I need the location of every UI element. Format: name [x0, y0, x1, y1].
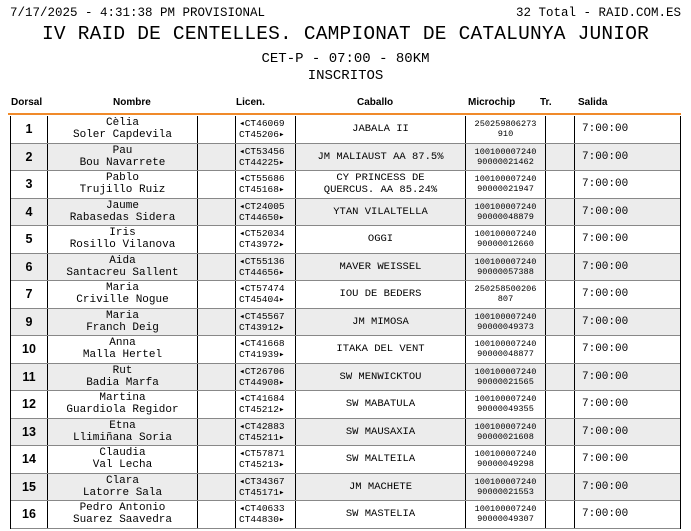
table-header	[8, 96, 681, 112]
dorsal-cell	[11, 501, 48, 528]
horse-license: CT45212▸	[239, 404, 285, 416]
horse-license: CT43912▸	[239, 321, 285, 333]
horse-cell	[296, 171, 466, 198]
rider-name-cell	[48, 199, 198, 226]
rider-license: ◂CT34367	[239, 475, 285, 487]
table-row	[11, 501, 680, 529]
rider-license: ◂CT55686	[239, 173, 285, 185]
microchip-line2: 90000021565	[477, 376, 534, 387]
tr-cell	[546, 254, 575, 281]
horse-cell	[296, 309, 466, 336]
rider-license: ◂CT55136	[239, 255, 285, 267]
salida-cell	[575, 226, 682, 253]
horse-cell	[296, 391, 466, 418]
rider-first-name: Pau	[112, 144, 133, 157]
license-cell	[236, 501, 296, 528]
tr-cell	[546, 199, 575, 226]
horse-license: CT43972▸	[239, 239, 285, 251]
microchip-cell	[466, 226, 546, 253]
empty-cell	[198, 446, 236, 473]
license-cell	[236, 391, 296, 418]
license-cell	[236, 446, 296, 473]
table-row	[11, 144, 680, 172]
dorsal-number: 15	[22, 479, 36, 494]
column-header-microchip: Microchip	[468, 97, 516, 108]
dorsal-number: 5	[25, 232, 33, 247]
page-title: IV RAID DE CENTELLES. CAMPIONAT DE CATALUNYA JUNIOR	[42, 23, 649, 45]
rider-last-name: Suarez Saavedra	[72, 514, 173, 527]
microchip-line2: 807	[497, 294, 514, 305]
tr-cell	[546, 501, 575, 528]
horse-name: SW MABATULA	[345, 398, 416, 411]
rider-last-name: Rabasedas Sidera	[69, 211, 176, 224]
rider-name-cell	[48, 226, 198, 253]
empty-cell	[198, 309, 236, 336]
dorsal-number: 9	[25, 314, 33, 329]
horse-name: SW MASTELIA	[345, 508, 416, 521]
dorsal-number: 3	[25, 177, 33, 192]
rider-name-cell	[48, 364, 198, 391]
start-time: 7:00:00	[582, 150, 629, 163]
microchip-line2: 90000021608	[477, 431, 534, 442]
dorsal-cell	[11, 419, 48, 446]
dorsal-cell	[11, 309, 48, 336]
column-header-caballo: Caballo	[357, 97, 394, 108]
start-time: 7:00:00	[582, 398, 629, 411]
dorsal-number: 7	[25, 287, 33, 302]
microchip-line1: 100100007240	[474, 421, 537, 432]
rider-last-name: Criville Nogue	[76, 294, 169, 307]
horse-name: ITAKA DEL VENT	[336, 343, 425, 356]
empty-cell	[198, 144, 236, 171]
rider-last-name: Badia Marfa	[86, 376, 159, 389]
horse-license: CT44650▸	[239, 211, 285, 223]
tr-cell	[546, 474, 575, 501]
horse-name-line2: QUERCUS. AA 85.24%	[323, 184, 438, 197]
microchip-cell	[466, 391, 546, 418]
horse-cell	[296, 474, 466, 501]
tr-cell	[546, 419, 575, 446]
license-cell	[236, 171, 296, 198]
horse-license: CT44830▸	[239, 514, 285, 526]
license-cell	[236, 144, 296, 171]
microchip-line2: 90000021462	[477, 156, 534, 167]
table-row	[11, 171, 680, 199]
salida-cell	[575, 336, 682, 363]
salida-cell	[575, 446, 682, 473]
dorsal-cell	[11, 364, 48, 391]
horse-cell	[296, 144, 466, 171]
horse-name: JABALA II	[352, 123, 409, 136]
salida-cell	[575, 309, 682, 336]
license-cell	[236, 309, 296, 336]
horse-cell	[296, 364, 466, 391]
microchip-line1: 100100007240	[474, 229, 537, 240]
rider-first-name: Etna	[109, 419, 136, 432]
microchip-line2: 90000049298	[477, 459, 534, 470]
table-row	[11, 281, 680, 309]
empty-cell	[198, 226, 236, 253]
rider-name-cell	[48, 391, 198, 418]
start-time: 7:00:00	[582, 370, 629, 383]
dorsal-cell	[11, 144, 48, 171]
rider-name-cell	[48, 336, 198, 363]
rider-first-name: Pedro Antonio	[79, 502, 166, 515]
microchip-line2: 910	[497, 129, 514, 140]
horse-name: SW MALTEILA	[345, 453, 416, 466]
microchip-line1: 100100007240	[474, 339, 537, 350]
dorsal-number: 1	[25, 122, 33, 137]
horse-license: CT45171▸	[239, 486, 285, 498]
horse-cell	[296, 446, 466, 473]
microchip-line1: 100100007240	[474, 504, 537, 515]
dorsal-cell	[11, 199, 48, 226]
rider-license: ◂CT42883	[239, 420, 285, 432]
start-time: 7:00:00	[582, 123, 629, 136]
microchip-line2: 90000057388	[477, 266, 534, 277]
microchip-line1: 100100007240	[474, 394, 537, 405]
tr-cell	[546, 171, 575, 198]
horse-name: SW MAUSAXIA	[345, 425, 416, 438]
license-cell	[236, 281, 296, 308]
rider-license: ◂CT41668	[239, 338, 285, 350]
microchip-line2: 90000049355	[477, 404, 534, 415]
microchip-cell	[466, 199, 546, 226]
microchip-line1: 250258500206	[474, 284, 537, 295]
column-header-dorsal: Dorsal	[11, 97, 43, 108]
entries-table	[10, 116, 681, 529]
license-cell	[236, 336, 296, 363]
salida-cell	[575, 171, 682, 198]
rider-name-cell	[48, 254, 198, 281]
rider-name-cell	[48, 474, 198, 501]
dorsal-number: 10	[22, 342, 36, 357]
microchip-line2: 90000021553	[477, 486, 534, 497]
microchip-cell	[466, 281, 546, 308]
salida-cell	[575, 116, 682, 143]
dorsal-cell	[11, 446, 48, 473]
horse-name: JM MIMOSA	[352, 315, 409, 328]
license-cell	[236, 226, 296, 253]
dorsal-number: 4	[25, 204, 33, 219]
microchip-line2: 90000049373	[477, 321, 534, 332]
rider-name-cell	[48, 501, 198, 528]
start-time: 7:00:00	[582, 178, 629, 191]
horse-name: YTAN VILALTELLA	[333, 205, 428, 218]
rider-license: ◂CT46069	[239, 118, 285, 130]
license-cell	[236, 199, 296, 226]
section-title: INSCRITOS	[307, 68, 384, 84]
rider-first-name: Rut	[112, 364, 133, 377]
salida-cell	[575, 281, 682, 308]
start-time: 7:00:00	[582, 260, 629, 273]
microchip-cell	[466, 446, 546, 473]
microchip-cell	[466, 171, 546, 198]
dorsal-cell	[11, 474, 48, 501]
horse-name: CY PRINCESS DE	[336, 172, 425, 185]
rider-first-name: Pablo	[105, 172, 139, 185]
license-cell	[236, 474, 296, 501]
rider-last-name: Guardiola Regidor	[66, 404, 179, 417]
microchip-line1: 100100007240	[474, 366, 537, 377]
salida-cell	[575, 144, 682, 171]
microchip-line1: 100100007240	[474, 146, 537, 157]
table-row	[11, 309, 680, 337]
horse-cell	[296, 116, 466, 143]
microchip-line1: 100100007240	[474, 476, 537, 487]
horse-name: JM MACHETE	[348, 480, 412, 493]
rider-first-name: Jaume	[105, 199, 139, 212]
rider-name-cell	[48, 419, 198, 446]
rider-last-name: Soler Capdevila	[72, 129, 173, 142]
dorsal-number: 14	[22, 452, 36, 467]
tr-cell	[546, 281, 575, 308]
empty-cell	[198, 281, 236, 308]
empty-cell	[198, 171, 236, 198]
start-time: 7:00:00	[582, 453, 629, 466]
empty-cell	[198, 391, 236, 418]
rider-license: ◂CT26706	[239, 365, 285, 377]
rider-first-name: Claudia	[99, 447, 146, 460]
start-time: 7:00:00	[582, 343, 629, 356]
salida-cell	[575, 391, 682, 418]
rider-last-name: Val Lecha	[92, 459, 153, 472]
license-cell	[236, 419, 296, 446]
table-row	[11, 364, 680, 392]
tr-cell	[546, 116, 575, 143]
horse-name: JM MALIAUST AA 87.5%	[317, 150, 444, 163]
rider-license: ◂CT57871	[239, 448, 285, 460]
tr-cell	[546, 364, 575, 391]
empty-cell	[198, 254, 236, 281]
rider-name-cell	[48, 446, 198, 473]
tr-cell	[546, 446, 575, 473]
license-cell	[236, 364, 296, 391]
microchip-line2: 90000012660	[477, 239, 534, 250]
total-count: 32 Total - RAID.COM.ES	[515, 6, 681, 20]
microchip-line2: 90000049307	[477, 514, 534, 525]
microchip-cell	[466, 364, 546, 391]
salida-cell	[575, 254, 682, 281]
microchip-cell	[466, 144, 546, 171]
rider-first-name: Anna	[109, 337, 136, 350]
empty-cell	[198, 116, 236, 143]
horse-cell	[296, 336, 466, 363]
rider-license: ◂CT53456	[239, 145, 285, 157]
license-cell	[236, 254, 296, 281]
dorsal-number: 11	[22, 369, 36, 384]
rider-name-cell	[48, 281, 198, 308]
start-time: 7:00:00	[582, 205, 629, 218]
empty-cell	[198, 501, 236, 528]
dorsal-number: 6	[25, 259, 33, 274]
rider-first-name: Iris	[109, 227, 136, 240]
column-header-tr: Tr.	[540, 97, 552, 108]
license-cell	[236, 116, 296, 143]
dorsal-cell	[11, 116, 48, 143]
tr-cell	[546, 144, 575, 171]
microchip-cell	[466, 501, 546, 528]
page-header-line	[10, 6, 681, 22]
microchip-cell	[466, 116, 546, 143]
table-row	[11, 474, 680, 502]
empty-cell	[198, 336, 236, 363]
horse-cell	[296, 281, 466, 308]
rider-first-name: Martina	[99, 392, 146, 405]
rider-last-name: Bou Navarrete	[79, 156, 166, 169]
rider-name-cell	[48, 116, 198, 143]
horse-license: CT45168▸	[239, 184, 285, 196]
microchip-line1: 250259806273	[474, 119, 537, 130]
rider-license: ◂CT52034	[239, 228, 285, 240]
dorsal-cell	[11, 281, 48, 308]
horse-license: CT45213▸	[239, 459, 285, 471]
tr-cell	[546, 309, 575, 336]
horse-license: CT41939▸	[239, 349, 285, 361]
rider-license: ◂CT45567	[239, 310, 285, 322]
table-row	[11, 199, 680, 227]
rider-last-name: Franch Deig	[86, 321, 159, 334]
microchip-line2: 90000021947	[477, 184, 534, 195]
tr-cell	[546, 391, 575, 418]
microchip-line1: 100100007240	[474, 449, 537, 460]
horse-license: CT44225▸	[239, 156, 285, 168]
table-row	[11, 226, 680, 254]
microchip-line1: 100100007240	[474, 174, 537, 185]
rider-license: ◂CT57474	[239, 283, 285, 295]
dorsal-cell	[11, 336, 48, 363]
microchip-line2: 90000048877	[477, 349, 534, 360]
table-row	[11, 254, 680, 282]
rider-first-name: Clara	[105, 474, 139, 487]
microchip-cell	[466, 419, 546, 446]
rider-name-cell	[48, 144, 198, 171]
column-header-nombre: Nombre	[113, 97, 151, 108]
microchip-cell	[466, 254, 546, 281]
tr-cell	[546, 336, 575, 363]
table-row	[11, 336, 680, 364]
start-time: 7:00:00	[582, 425, 629, 438]
horse-name: MAVER WEISSEL	[339, 260, 422, 273]
microchip-cell	[466, 309, 546, 336]
horse-license: CT45211▸	[239, 431, 285, 443]
rider-license: ◂CT41684	[239, 393, 285, 405]
table-row	[11, 446, 680, 474]
microchip-cell	[466, 336, 546, 363]
rider-last-name: Trujillo Ruiz	[79, 184, 166, 197]
salida-cell	[575, 419, 682, 446]
empty-cell	[198, 364, 236, 391]
horse-name: IOU DE BEDERS	[339, 288, 422, 301]
rider-last-name: Rosillo Vilanova	[69, 239, 176, 252]
rider-last-name: Malla Hertel	[82, 349, 163, 362]
empty-cell	[198, 199, 236, 226]
horse-license: CT44908▸	[239, 376, 285, 388]
salida-cell	[575, 501, 682, 528]
microchip-line1: 100100007240	[474, 201, 537, 212]
horse-cell	[296, 226, 466, 253]
start-time: 7:00:00	[582, 508, 629, 521]
print-datetime: 7/17/2025 - 4:31:38 PM PROVISIONAL	[10, 6, 266, 20]
horse-cell	[296, 501, 466, 528]
start-time: 7:00:00	[582, 233, 629, 246]
start-time: 7:00:00	[582, 480, 629, 493]
rider-license: ◂CT24005	[239, 200, 285, 212]
start-time: 7:00:00	[582, 288, 629, 301]
horse-license: CT45404▸	[239, 294, 285, 306]
table-row	[11, 116, 680, 144]
column-header-salida: Salida	[578, 97, 608, 108]
horse-name: SW MENWICKTOU	[339, 370, 422, 383]
horse-cell	[296, 199, 466, 226]
table-row	[11, 391, 680, 419]
dorsal-cell	[11, 391, 48, 418]
horse-name: OGGI	[367, 233, 394, 246]
rider-first-name: Aida	[109, 254, 136, 267]
microchip-line2: 90000048879	[477, 211, 534, 222]
rider-first-name: Maria	[105, 282, 139, 295]
column-header-licen: Licen.	[236, 97, 265, 108]
dorsal-number: 2	[25, 149, 33, 164]
salida-cell	[575, 364, 682, 391]
tr-cell	[546, 226, 575, 253]
rider-first-name: Cèlia	[105, 117, 139, 130]
dorsal-cell	[11, 171, 48, 198]
empty-cell	[198, 419, 236, 446]
microchip-line1: 100100007240	[474, 256, 537, 267]
dorsal-cell	[11, 254, 48, 281]
rider-name-cell	[48, 309, 198, 336]
dorsal-number: 13	[22, 424, 36, 439]
salida-cell	[575, 474, 682, 501]
rider-name-cell	[48, 171, 198, 198]
microchip-cell	[466, 474, 546, 501]
horse-cell	[296, 419, 466, 446]
empty-cell	[198, 474, 236, 501]
rider-last-name: Santacreu Sallent	[66, 266, 179, 279]
page-subtitle: CET-P - 07:00 - 80KM	[261, 51, 430, 67]
dorsal-number: 16	[22, 507, 36, 522]
dorsal-cell	[11, 226, 48, 253]
header-divider	[8, 113, 681, 115]
rider-last-name: Latorre Sala	[82, 486, 163, 499]
horse-cell	[296, 254, 466, 281]
horse-license: CT45206▸	[239, 129, 285, 141]
rider-license: ◂CT40633	[239, 503, 285, 515]
start-time: 7:00:00	[582, 315, 629, 328]
horse-license: CT44656▸	[239, 266, 285, 278]
dorsal-number: 12	[22, 397, 36, 412]
rider-last-name: Llimiñana Soria	[72, 431, 173, 444]
table-row	[11, 419, 680, 447]
salida-cell	[575, 199, 682, 226]
rider-first-name: Maria	[105, 309, 139, 322]
microchip-line1: 100100007240	[474, 311, 537, 322]
